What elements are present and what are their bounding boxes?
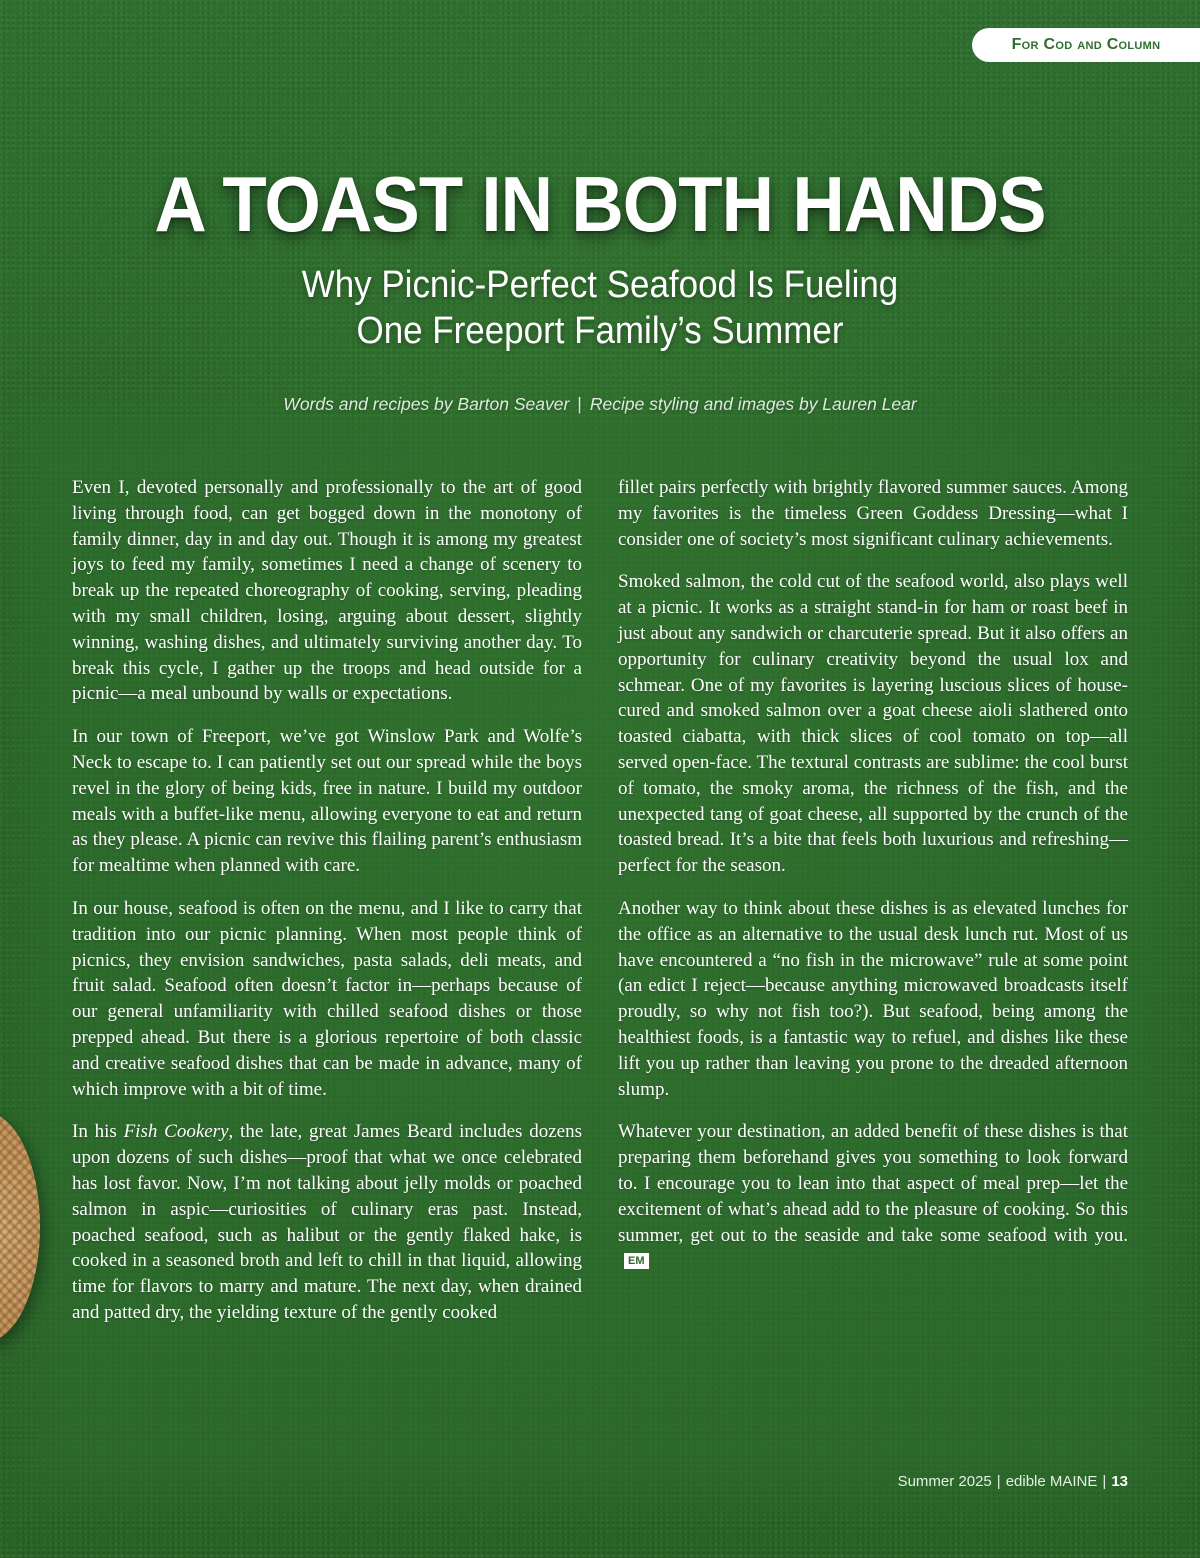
paragraph: fillet pairs perfectly with brightly flavored summer sauces. Among my favorites is the timeless Green Goddess Dressing—what I consider one of society’s most significant culinary achievements. <box>618 477 1128 550</box>
byline-separator: | <box>577 394 582 414</box>
paragraph-text: Whatever your destination, an added benefit of these dishes is that preparing them beforehand gives you something to look forward to. I encourage you to lean into that aspect of meal prep—let the excitement of what’s ahead add to the pleasure of cooking. So this summer, get out to the seaside and take some seafood with you. <box>618 1121 1128 1246</box>
book-title: Fish Cookery <box>123 1121 229 1143</box>
byline-words: Words and recipes by Barton Seaver <box>283 394 570 414</box>
headline: A TOAST IN BOTH HANDS <box>154 160 1046 248</box>
paragraph <box>618 1119 1128 1274</box>
paragraph-rest: , the late, great James Beard includes dozens upon dozens of such dishes—proof that what we once celebrated has lost favor. Now, I’m not talking about jelly molds or poached salmon in aspic—curiosities of culinary eras past. Instead, poached seafood, such as halibut or the gently flaked hake, is cooked in a seasoned broth and left to chill in that liquid, allowing time for flavors to marry and mature. The next day, when drained and patted dry, the yielding texture of the gently cooked <box>72 1121 582 1323</box>
footer-publication: edible MAINE <box>1005 1473 1098 1490</box>
footer-separator: | <box>1102 1473 1107 1490</box>
deck-line-2: One Freeport Family’s Summer <box>356 310 844 352</box>
wicker-basket-image <box>0 1112 40 1342</box>
end-mark-icon: EM <box>624 1253 649 1269</box>
footer-separator: | <box>996 1473 1001 1490</box>
paragraph: Another way to think about these dishes is as elevated lunches for the office as an alternative to the usual desk lunch rut. Most of us have encountered a “no fish in the microwave” rule at some point (an edict I reject—because anything microwaved broadcasts itself proudly, so why not fish too?). But seafood, being among the healthiest foods, is a fantastic way to refuel, and dishes like these lift you up rather than leaving you prone to the dreaded afternoon slump. <box>618 897 1128 1100</box>
paragraph: In our town of Freeport, we’ve got Winslow Park and Wolfe’s Neck to escape to. I can patiently set out our spread while the boys revel in the glory of being kids, free in nature. I build my outdoor meals with a buffet-like menu, allowing everyone to eat and return as they please. A picnic can revive this flailing parent’s enthusiasm for mealtime when planned with care. <box>72 726 582 877</box>
deck <box>48 262 1152 354</box>
article-column-left <box>72 475 582 1343</box>
page-number: 13 <box>1111 1473 1128 1490</box>
section-tab <box>972 28 1200 62</box>
byline <box>0 394 1200 415</box>
paragraph: Smoked salmon, the cold cut of the seafood world, also plays well at a picnic. It works as a straight stand-in for ham or roast beef in just about any sandwich or charcuterie spread. But it also offers an opportunity for culinary creativity beyond the usual lox and schmear. One of my favorites is layering luscious slices of house-cured and smoked salmon over a goat cheese aioli slathered onto toasted ciabatta, with thick slices of cool tomato on top—all served open-face. The textural contrasts are sublime: the cool burst of tomato, the smoky aroma, the richness of the fish, and the unexpected tang of goat cheese, all supported by the crunch of the toasted bread. It’s a bite that feels both luxurious and refreshing—perfect for the season. <box>618 571 1128 877</box>
paragraph-lead: In his <box>72 1121 124 1143</box>
article-column-right <box>618 475 1128 1291</box>
section-label: For Cod and Column <box>1011 36 1161 53</box>
paragraph: In our house, seafood is often on the menu, and I like to carry that tradition into our picnic planning. When most people think of picnics, they envision sandwiches, pasta salads, deli meats, and fruit salad. Seafood often doesn’t factor in—perhaps because of our general unfamiliarity with chilled seafood dishes or those prepped ahead. But there is a glorious repertoire of both classic and creative seafood dishes that can be made in advance, many of which improve with a bit of time. <box>72 897 582 1100</box>
paragraph: Even I, devoted personally and professionally to the art of good living through food, can get bogged down in the monotony of family dinner, day in and day out. Though it is among my greatest joys to feed my family, sometimes I need a change of scenery to break up the repeated choreography of cooking, serving, pleading with my small children, losing, arguing about dessert, slightly winning, washing dishes, and ultimately surviving another day. To break this cycle, I gather up the troops and head outside for a picnic—a meal unbound by walls or expectations. <box>72 477 582 705</box>
byline-images: Recipe styling and images by Lauren Lear <box>589 394 917 414</box>
page-footer <box>898 1473 1128 1490</box>
footer-issue: Summer 2025 <box>897 1473 992 1490</box>
paragraph <box>72 1119 582 1325</box>
deck-line-1: Why Picnic-Perfect Seafood Is Fueling <box>301 264 899 306</box>
